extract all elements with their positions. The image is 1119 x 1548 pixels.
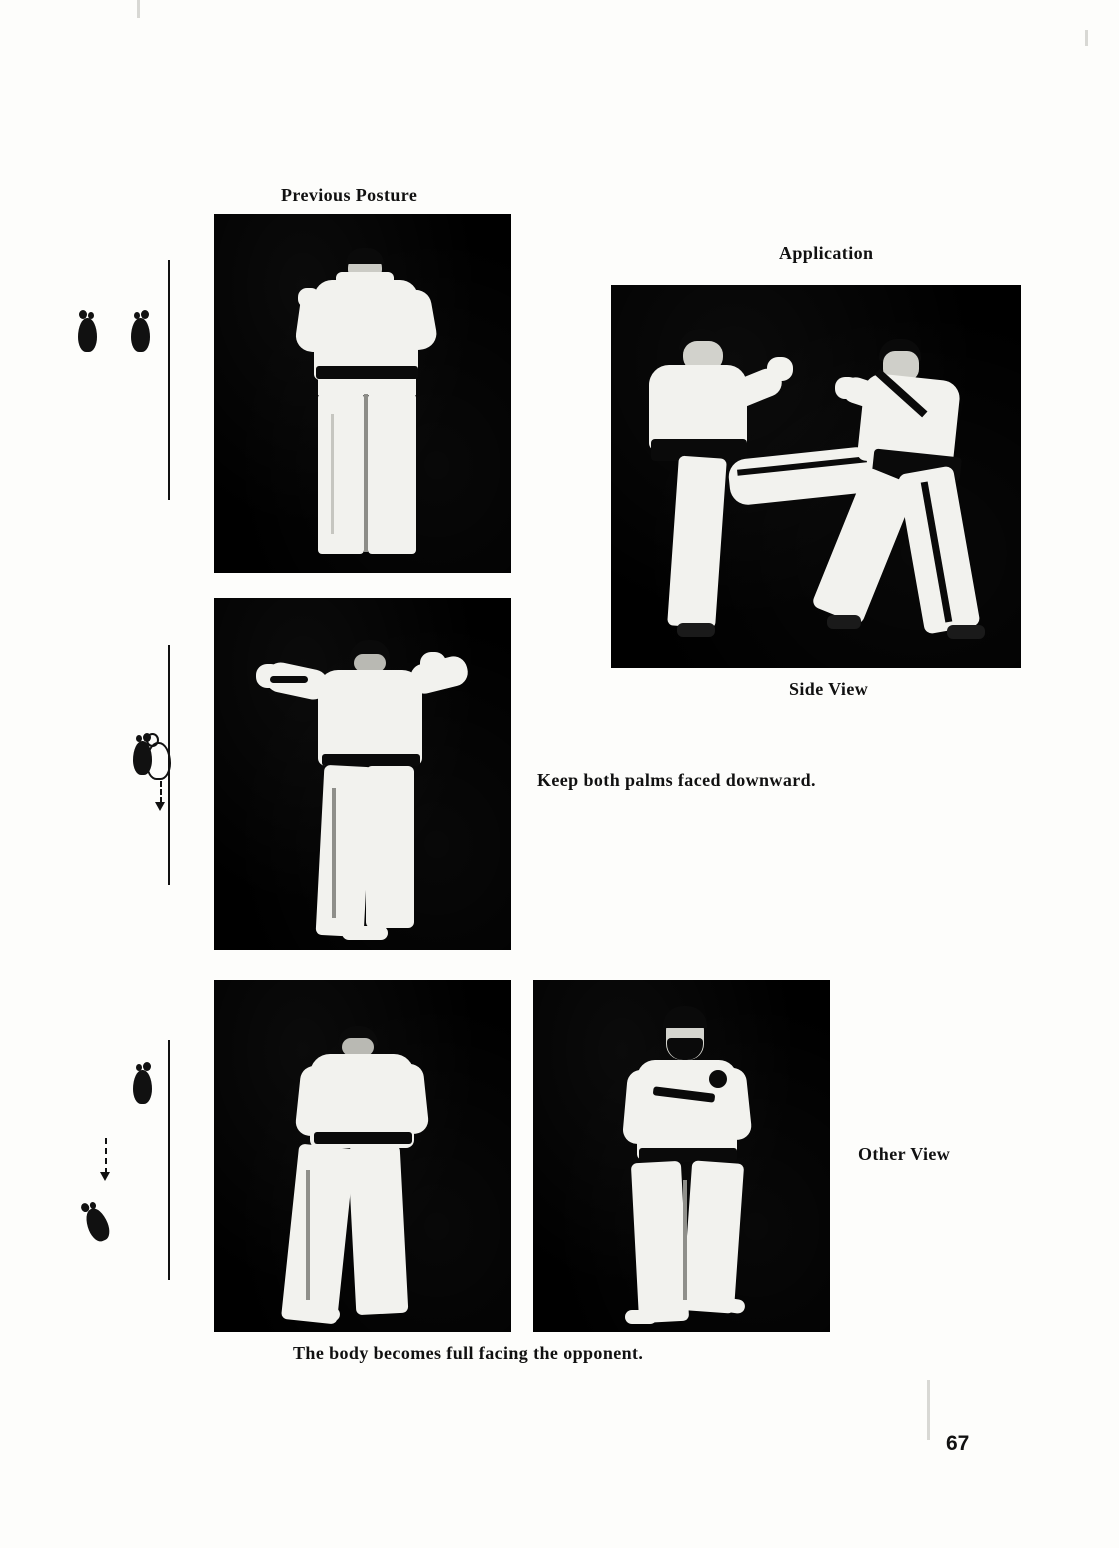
figure-leg-fold (331, 414, 334, 534)
note-body-full-facing: The body becomes full facing the opponent. (293, 1343, 644, 1363)
motion-arrowhead (155, 802, 165, 811)
defender-foot-back (947, 625, 985, 639)
photo-other-view (533, 980, 830, 1332)
note-keep-palms-downward: Keep both palms faced downward. (537, 770, 816, 790)
scan-edge-mark-bottom (927, 1380, 930, 1440)
footprint-right-solid (133, 1062, 152, 1104)
reference-line (168, 260, 170, 500)
photo-step-three-back (214, 980, 511, 1332)
figure-leg-right (348, 1145, 409, 1315)
figure-leg-seam (306, 1170, 310, 1300)
attacker-foot (677, 623, 715, 637)
footwork-diagram-2 (70, 645, 185, 895)
page-number: 67 (946, 1432, 970, 1455)
figure-leg-right (682, 1160, 744, 1313)
figure-fist-right (420, 652, 446, 676)
figure-fist (298, 288, 320, 308)
motion-arrowhead (100, 1172, 110, 1181)
defender-fist (835, 377, 859, 399)
scan-edge-mark-right (1085, 30, 1088, 46)
footprint-right-solid (133, 733, 152, 775)
figure-leg-seam (683, 1180, 687, 1300)
figure-leg-left (318, 392, 364, 554)
motion-dash-line (160, 781, 162, 803)
motion-dash-line (105, 1138, 107, 1174)
footprint-right-solid (131, 310, 150, 352)
figure-sleeve-shadow (270, 676, 308, 683)
defender-foot-front (827, 615, 861, 629)
figure-shoulder-patch (709, 1070, 727, 1088)
photo-previous-posture (214, 214, 511, 573)
figure-belt (639, 1148, 737, 1162)
figure-belt (322, 754, 420, 766)
figure-leg-right (366, 766, 414, 928)
figure-belt (314, 1132, 412, 1144)
figure-jacket (318, 670, 422, 766)
figure-leg-right (368, 392, 416, 554)
figure-foot-left (625, 1310, 657, 1324)
photo-application-side-view (611, 285, 1021, 668)
figure-belt (316, 366, 418, 379)
reference-line (168, 1040, 170, 1280)
footwork-diagram-1 (70, 260, 185, 510)
scan-edge-mark-top (137, 0, 140, 18)
footprint-left-solid-angled (79, 1198, 113, 1244)
label-application: Application (779, 243, 874, 263)
label-previous-posture: Previous Posture (281, 185, 418, 205)
figure-leg-left (631, 1161, 689, 1323)
attacker-fist (767, 357, 793, 381)
photo-step-two (214, 598, 511, 950)
figure-leg-seam (332, 788, 336, 918)
footprint-left-solid (78, 310, 97, 352)
figure-foot (342, 926, 388, 940)
label-side-view: Side View (789, 679, 869, 699)
footwork-diagram-3 (70, 1040, 185, 1290)
label-other-view: Other View (858, 1144, 951, 1164)
figure-leg-left (316, 765, 373, 937)
figure-leg-seam (364, 394, 368, 552)
